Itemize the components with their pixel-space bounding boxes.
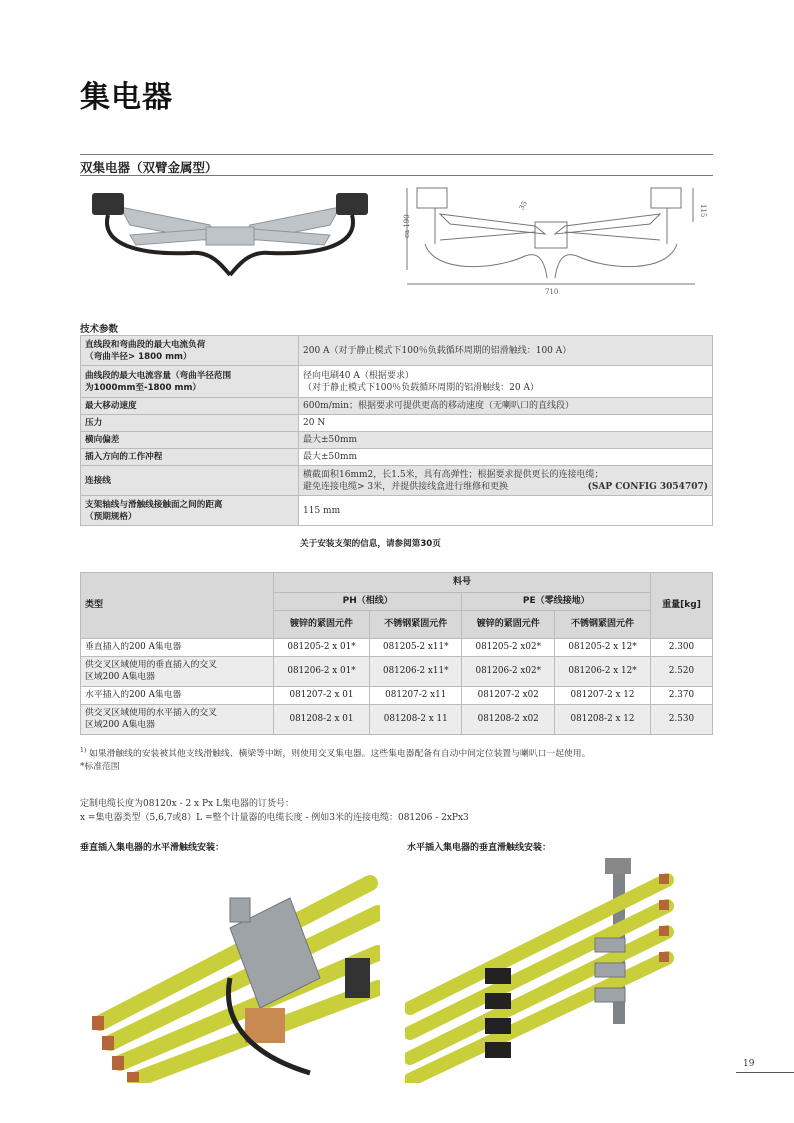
table-row [81,496,713,526]
col-pe-ss: 不锈钢紧固元件 [554,611,650,639]
spec-value: 115 mm [299,496,713,526]
cell-type: 供交叉区域使用的垂直插入的交叉 区域200 A集电器 [81,657,274,687]
spec-value: 径向电刷40 A（根据要求） （对于静止模式下100％负载循环周期的铝滑触线：20 A） [299,366,713,398]
footnote-standard: *标准范围 [80,761,120,772]
table-row [81,432,713,449]
cell-pe-ss: 081207-2 x 12 [554,687,650,705]
sap-config: (SAP CONFIG 3054707) [587,481,708,492]
spec-key: 连接线 [81,466,299,496]
order-line: x =集电器类型（5,6,7或8）L =整个计量器的电缆长度 - 例如3米的连接电缆：081206 - 2xPx3 [80,813,469,823]
footnote [80,744,720,774]
table-row [81,687,713,705]
table-row [81,466,713,496]
spec-key: 横向偏差 [81,432,299,449]
cell-weight: 2.530 [651,705,713,735]
cell-ph-ss: 081206-2 x11* [369,657,462,687]
divider [80,154,713,155]
cell-ph-galv: 081207-2 x 01 [274,687,370,705]
table-row [81,657,713,687]
divider [80,175,713,176]
cell-type: 水平插入的200 A集电器 [81,687,274,705]
spec-value: 最大±50mm [299,449,713,466]
col-part-no: 料号 [274,573,651,593]
spec-key: 最大移动速度 [81,398,299,415]
divider [736,1072,794,1073]
dim-width-label: 710 [545,288,559,296]
dim-angle-label: 35 [517,199,529,212]
cell-weight: 2.300 [651,639,713,657]
spec-key: 直线段和弯曲段的最大电流负荷 （弯曲半径> 1800 mm） [81,336,299,366]
cell-weight: 2.370 [651,687,713,705]
caption-left: 垂直插入集电器的水平滑触线安装： [80,843,225,853]
spec-value: 横截面积16mm2，长1.5米，具有高弹性；根据要求提供更长的连接电缆； 避免连接电缆> 3米，并提供接线盒进行维修和更换 (SAP CONFIG 3054707) [299,466,713,496]
table-row [81,366,713,398]
mount-note: 关于安装支架的信息，请参阅第30页 [300,539,441,549]
spec-value: 200 A（对于静止模式下100％负载循环周期的铝滑触线：100 A） [299,336,713,366]
page-number: 19 [743,1059,755,1069]
cell-pe-galv: 081208-2 x02 [462,705,555,735]
collector-photo [80,185,380,277]
parts-table [80,572,713,735]
col-pe-galv: 镀锌的紧固元件 [462,611,555,639]
col-ph-galv: 镀锌的紧固元件 [274,611,370,639]
dim-right-label: 115 [699,204,707,218]
spec-value: 600m/min；根据要求可提供更高的移动速度（无喇叭口的直线段） [299,398,713,415]
spec-key: 曲线段的最大电流容量（弯曲半径范围 为1000mm至-1800 mm） [81,366,299,398]
installation-photo-left [80,858,380,1083]
cell-weight: 2.520 [651,657,713,687]
col-pe: PE（零线接地） [462,593,651,611]
spec-key: 压力 [81,415,299,432]
table-row [81,639,713,657]
table-row [81,336,713,366]
order-line: 定制电缆长度为08120x - 2 x Px L集电器的订货号： [80,799,294,809]
spec-key: 支架轴线与滑触线接触面之间的距离 （预期规格） [81,496,299,526]
cell-pe-galv: 081207-2 x02 [462,687,555,705]
spec-value: 20 N [299,415,713,432]
order-info [80,797,720,825]
table-row [81,449,713,466]
footnote-mark: 1) [80,747,87,754]
cell-pe-ss: 081206-2 x 12* [554,657,650,687]
cell-ph-ss: 081205-2 x11* [369,639,462,657]
spec-value: 最大±50mm [299,432,713,449]
cell-ph-galv: 081208-2 x 01 [274,705,370,735]
col-weight: 重量[kg] [651,573,713,639]
dimension-drawing [395,182,715,297]
cell-type: 垂直插入的200 A集电器 [81,639,274,657]
section-subtitle: 双集电器（双臂金属型） [80,160,218,175]
cell-pe-ss: 081208-2 x 12 [554,705,650,735]
dim-height-label: ca 190 [403,214,411,238]
cell-ph-galv: 081206-2 x 01* [274,657,370,687]
cell-pe-galv: 081206-2 x02* [462,657,555,687]
col-ph: PH（相线） [274,593,462,611]
spec-table [80,335,713,526]
cell-ph-ss: 081207-2 x11 [369,687,462,705]
page-title: 集电器 [80,80,173,115]
installation-photo-right [405,858,695,1083]
cell-pe-ss: 081205-2 x 12* [554,639,650,657]
cell-ph-ss: 081208-2 x 11 [369,705,462,735]
tech-params-label: 技术参数 [80,324,119,335]
cell-pe-galv: 081205-2 x02* [462,639,555,657]
table-row [81,705,713,735]
table-row [81,398,713,415]
col-ph-ss: 不锈钢紧固元件 [369,611,462,639]
spec-key: 插入方向的工作冲程 [81,449,299,466]
col-type: 类型 [81,573,274,639]
caption-right: 水平插入集电器的垂直滑触线安装： [407,843,552,853]
cell-ph-galv: 081205-2 x 01* [274,639,370,657]
footnote-text: 如果滑触线的安装被其他支线滑触线、横梁等中断，则使用交叉集电器。这些集电器配备有自动中间定位装置与喇叭口一起使用。 [88,748,591,759]
table-row [81,415,713,432]
cell-type: 供交叉区域使用的水平插入的交叉 区域200 A集电器 [81,705,274,735]
